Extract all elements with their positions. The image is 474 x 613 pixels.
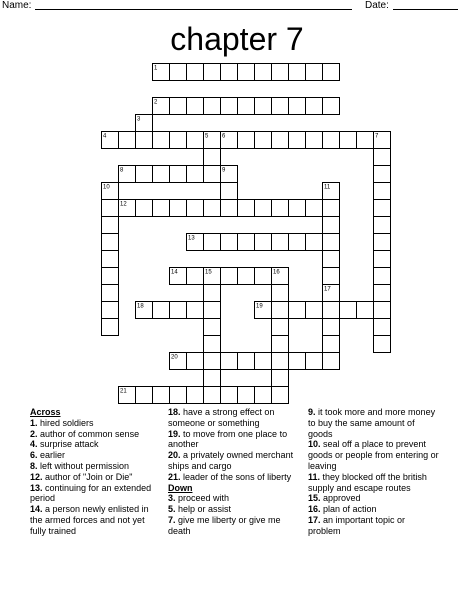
clue-item-number: 11. xyxy=(308,471,321,482)
clue-item-text: a person newly enlisted in the armed forces and not yet fully trained xyxy=(30,504,149,536)
grid-cell[interactable] xyxy=(170,166,187,183)
grid-cell[interactable] xyxy=(306,132,323,149)
grid-cell[interactable] xyxy=(187,268,204,285)
clue-item-text: leader of the sons of liberty xyxy=(180,471,292,482)
grid-cell[interactable] xyxy=(204,285,221,302)
grid-cell[interactable] xyxy=(323,251,340,268)
clue-item xyxy=(308,515,440,537)
grid-cell[interactable] xyxy=(306,200,323,217)
grid-cell[interactable] xyxy=(306,353,323,370)
page-title: chapter 7 xyxy=(170,21,304,57)
clue-item-text: an important topic or problem xyxy=(308,514,406,536)
grid-cell[interactable] xyxy=(153,200,170,217)
grid-cell[interactable] xyxy=(374,268,391,285)
clue-number: 4 xyxy=(103,133,107,140)
across-heading: Across xyxy=(30,407,61,417)
grid-cell[interactable] xyxy=(238,132,255,149)
clue-number: 7 xyxy=(375,133,379,140)
clue-item xyxy=(168,515,303,537)
grid-cell[interactable] xyxy=(289,64,306,81)
grid-cell[interactable] xyxy=(238,200,255,217)
grid-cell[interactable] xyxy=(102,319,119,336)
date-label: Date: xyxy=(365,0,389,11)
clue-number: 8 xyxy=(120,167,124,174)
clue-item-text: help or assist xyxy=(175,504,232,515)
grid-cell[interactable] xyxy=(221,353,238,370)
grid-cell[interactable] xyxy=(187,302,204,319)
clue-item xyxy=(308,493,440,504)
grid-cell[interactable] xyxy=(204,64,221,81)
clue-number: 13 xyxy=(188,235,195,242)
grid-cell[interactable] xyxy=(374,251,391,268)
clue-number: 3 xyxy=(137,116,141,123)
grid-cell[interactable] xyxy=(289,132,306,149)
grid-cell[interactable] xyxy=(187,387,204,404)
grid-cell[interactable] xyxy=(238,64,255,81)
grid-cell[interactable] xyxy=(153,387,170,404)
name-label: Name: xyxy=(2,0,32,11)
clue-item xyxy=(30,439,160,450)
clue-item xyxy=(30,504,160,536)
clue-number: 2 xyxy=(154,99,158,106)
clue-item xyxy=(308,439,440,471)
grid-cell[interactable] xyxy=(323,200,340,217)
grid-cell[interactable] xyxy=(255,132,272,149)
down-column xyxy=(308,407,440,537)
grid-cell[interactable] xyxy=(170,387,187,404)
clue-number: 17 xyxy=(324,286,331,293)
clue-item-number: 20. xyxy=(168,450,181,461)
clue-item-text: proceed with xyxy=(175,493,230,504)
grid-cell[interactable] xyxy=(238,268,255,285)
clue-item-text: they blocked off the british supply and escape routes xyxy=(308,471,427,493)
clue-number: 11 xyxy=(324,184,331,191)
clue-item xyxy=(308,407,440,439)
clue-item xyxy=(30,461,160,472)
grid-cell[interactable] xyxy=(357,302,374,319)
grid-cell[interactable] xyxy=(170,64,187,81)
grid-cell[interactable] xyxy=(102,200,119,217)
grid-cell[interactable] xyxy=(272,302,289,319)
grid-cell[interactable] xyxy=(221,234,238,251)
clue-item-number: 18. xyxy=(168,407,181,417)
clue-item-number: 16. xyxy=(308,504,321,515)
grid-cell[interactable] xyxy=(102,285,119,302)
grid-cell[interactable] xyxy=(187,64,204,81)
grid-cell[interactable] xyxy=(289,353,306,370)
grid-cell[interactable] xyxy=(374,302,391,319)
grid-cell[interactable] xyxy=(306,98,323,115)
grid-cell[interactable] xyxy=(187,98,204,115)
across-clue-list-continued xyxy=(168,407,303,483)
clue-item-number: 19. xyxy=(168,428,181,439)
clue-item-text: author of common sense xyxy=(37,428,140,439)
grid-cell[interactable] xyxy=(289,200,306,217)
grid-cell[interactable] xyxy=(238,387,255,404)
grid-cell[interactable] xyxy=(323,302,340,319)
clue-item-text: approved xyxy=(320,493,361,504)
grid-cell[interactable] xyxy=(255,98,272,115)
grid-cell[interactable] xyxy=(374,166,391,183)
clue-number: 6 xyxy=(222,133,226,140)
clue-number: 21 xyxy=(120,388,127,395)
grid-cell[interactable] xyxy=(204,302,221,319)
grid-cell[interactable] xyxy=(255,268,272,285)
clue-item-number: 7. xyxy=(168,514,176,525)
clue-item-number: 13. xyxy=(30,482,43,493)
clue-item-text: author of "Join or Die" xyxy=(42,471,133,482)
clue-number: 14 xyxy=(171,269,178,276)
grid-cell[interactable] xyxy=(255,387,272,404)
grid-cell[interactable] xyxy=(272,234,289,251)
grid-cell[interactable] xyxy=(170,132,187,149)
grid-cell[interactable] xyxy=(340,302,357,319)
down-clue-list xyxy=(168,493,303,536)
grid-cell[interactable] xyxy=(374,285,391,302)
down-clue-list-continued xyxy=(308,407,440,537)
clue-item-number: 21. xyxy=(168,471,181,482)
clue-item-number: 12. xyxy=(30,471,43,482)
grid-cell[interactable] xyxy=(221,387,238,404)
grid-cell[interactable] xyxy=(289,98,306,115)
grid-cell[interactable] xyxy=(289,234,306,251)
grid-cell[interactable] xyxy=(255,353,272,370)
clue-number: 16 xyxy=(273,269,280,276)
clue-item xyxy=(308,472,440,494)
grid-cell[interactable] xyxy=(170,200,187,217)
grid-cell[interactable] xyxy=(221,200,238,217)
grid-cell[interactable] xyxy=(272,336,289,353)
grid-cell[interactable] xyxy=(136,387,153,404)
grid-cell[interactable] xyxy=(272,132,289,149)
grid-cell[interactable] xyxy=(323,319,340,336)
clue-item xyxy=(30,450,160,461)
grid-cell[interactable] xyxy=(323,268,340,285)
across-column xyxy=(30,407,160,537)
grid-cell[interactable] xyxy=(323,132,340,149)
clue-item-number: 17. xyxy=(308,514,321,525)
grid-cell[interactable] xyxy=(204,200,221,217)
clue-number: 12 xyxy=(120,201,127,208)
clue-item-text: it took more and more money to buy the same amount of goods xyxy=(308,407,436,439)
grid-cell[interactable] xyxy=(289,302,306,319)
clue-item xyxy=(168,450,303,472)
grid-cell[interactable] xyxy=(374,200,391,217)
grid-cell[interactable] xyxy=(238,234,255,251)
grid-cell[interactable] xyxy=(204,166,221,183)
clue-item xyxy=(168,429,303,451)
clue-item-number: 1. xyxy=(30,417,38,428)
clue-number: 18 xyxy=(137,303,144,310)
grid-cell[interactable] xyxy=(136,132,153,149)
clue-item xyxy=(168,504,303,515)
grid-cell[interactable] xyxy=(102,251,119,268)
clue-item xyxy=(30,429,160,440)
grid-cell[interactable] xyxy=(204,234,221,251)
grid-cell[interactable] xyxy=(221,64,238,81)
clue-item-text: surprise attack xyxy=(37,439,99,450)
clue-item-number: 15. xyxy=(308,493,321,504)
clue-item-number: 4. xyxy=(30,439,38,450)
grid-cell[interactable] xyxy=(374,319,391,336)
grid-cell[interactable] xyxy=(153,302,170,319)
grid-cell[interactable] xyxy=(306,64,323,81)
grid-cell[interactable] xyxy=(323,353,340,370)
clue-item-text: left without permission xyxy=(37,460,130,471)
grid-cell[interactable] xyxy=(306,234,323,251)
clue-number: 15 xyxy=(205,269,212,276)
clue-number: 19 xyxy=(256,303,263,310)
grid-cell[interactable] xyxy=(323,98,340,115)
grid-cell[interactable] xyxy=(187,132,204,149)
grid-cell[interactable] xyxy=(102,234,119,251)
clue-item-number: 6. xyxy=(30,450,38,461)
grid-cell[interactable] xyxy=(272,319,289,336)
grid-cell[interactable] xyxy=(272,64,289,81)
grid-cell[interactable] xyxy=(153,166,170,183)
grid-cell[interactable] xyxy=(102,217,119,234)
clue-item-text: to move from one place to another xyxy=(168,428,288,450)
grid-cell[interactable] xyxy=(255,234,272,251)
grid-cell[interactable] xyxy=(374,217,391,234)
grid-cell[interactable] xyxy=(272,370,289,387)
clue-item-text: hired soldiers xyxy=(37,417,94,428)
clue-item xyxy=(168,407,303,429)
grid-cell[interactable] xyxy=(272,285,289,302)
grid-cell[interactable] xyxy=(323,217,340,234)
grid-cell[interactable] xyxy=(272,98,289,115)
clue-item-number: 5. xyxy=(168,504,176,515)
grid-cell[interactable] xyxy=(374,336,391,353)
grid-cell[interactable] xyxy=(187,353,204,370)
clue-item-number: 8. xyxy=(30,460,38,471)
clue-number: 5 xyxy=(205,133,209,140)
grid-cell[interactable] xyxy=(272,353,289,370)
grid-cell[interactable] xyxy=(238,98,255,115)
clue-item-number: 9. xyxy=(308,407,316,417)
clue-item xyxy=(168,472,303,483)
grid-cell[interactable] xyxy=(272,387,289,404)
grid-cell[interactable] xyxy=(221,268,238,285)
grid-cell[interactable] xyxy=(204,98,221,115)
grid-cell[interactable] xyxy=(323,336,340,353)
grid-cell[interactable] xyxy=(102,268,119,285)
grid-cell[interactable] xyxy=(255,200,272,217)
grid-cell[interactable] xyxy=(238,353,255,370)
clue-item xyxy=(30,483,160,505)
grid-cell[interactable] xyxy=(340,132,357,149)
grid-cell[interactable] xyxy=(136,200,153,217)
grid-cell[interactable] xyxy=(170,98,187,115)
across-down-column xyxy=(168,407,303,537)
grid-cell[interactable] xyxy=(255,64,272,81)
grid-cell[interactable] xyxy=(374,234,391,251)
grid-cell[interactable] xyxy=(187,200,204,217)
grid-cell[interactable] xyxy=(170,302,187,319)
clue-number: 9 xyxy=(222,167,226,174)
clue-item-text: have a strong effect on someone or something xyxy=(168,407,275,428)
down-heading: Down xyxy=(168,482,193,493)
clue-number: 10 xyxy=(103,184,110,191)
grid-cell[interactable] xyxy=(102,302,119,319)
clue-item-text: earlier xyxy=(37,450,66,461)
clue-item-text: continuing for an extended period xyxy=(30,482,152,504)
clue-item-text: give me liberty or give me death xyxy=(168,514,281,536)
grid-cell[interactable] xyxy=(204,149,221,166)
grid-cell[interactable] xyxy=(221,183,238,200)
clue-item xyxy=(30,472,160,483)
clue-item xyxy=(30,418,160,429)
grid-cell[interactable] xyxy=(272,200,289,217)
grid-cell[interactable] xyxy=(204,387,221,404)
grid-cell[interactable] xyxy=(323,64,340,81)
clue-item-text: a privately owned merchant ships and cargo xyxy=(168,450,294,471)
grid-cell[interactable] xyxy=(153,132,170,149)
grid-cell[interactable] xyxy=(374,183,391,200)
clue-item-text: plan of action xyxy=(320,504,377,515)
clue-item-number: 14. xyxy=(30,504,43,515)
grid-cell[interactable] xyxy=(374,149,391,166)
grid-cell[interactable] xyxy=(119,132,136,149)
grid-cell[interactable] xyxy=(204,319,221,336)
clue-item-text: seal off a place to prevent goods or people from entering or leaving xyxy=(308,439,439,471)
grid-cell[interactable] xyxy=(357,132,374,149)
clue-item xyxy=(308,504,440,515)
clue-item-number: 3. xyxy=(168,493,176,504)
clue-item xyxy=(168,493,303,504)
grid-cell[interactable] xyxy=(204,336,221,353)
grid-cell[interactable] xyxy=(204,370,221,387)
clue-item-number: 2. xyxy=(30,428,38,439)
grid-cell[interactable] xyxy=(136,166,153,183)
clue-item-number: 10. xyxy=(308,439,321,450)
grid-cell[interactable] xyxy=(323,234,340,251)
clue-number: 1 xyxy=(154,65,158,72)
grid-cell[interactable] xyxy=(306,302,323,319)
grid-cell[interactable] xyxy=(204,353,221,370)
clue-number: 20 xyxy=(171,354,178,361)
across-clue-list xyxy=(30,418,160,537)
grid-cell[interactable] xyxy=(187,166,204,183)
grid-cell[interactable] xyxy=(221,98,238,115)
